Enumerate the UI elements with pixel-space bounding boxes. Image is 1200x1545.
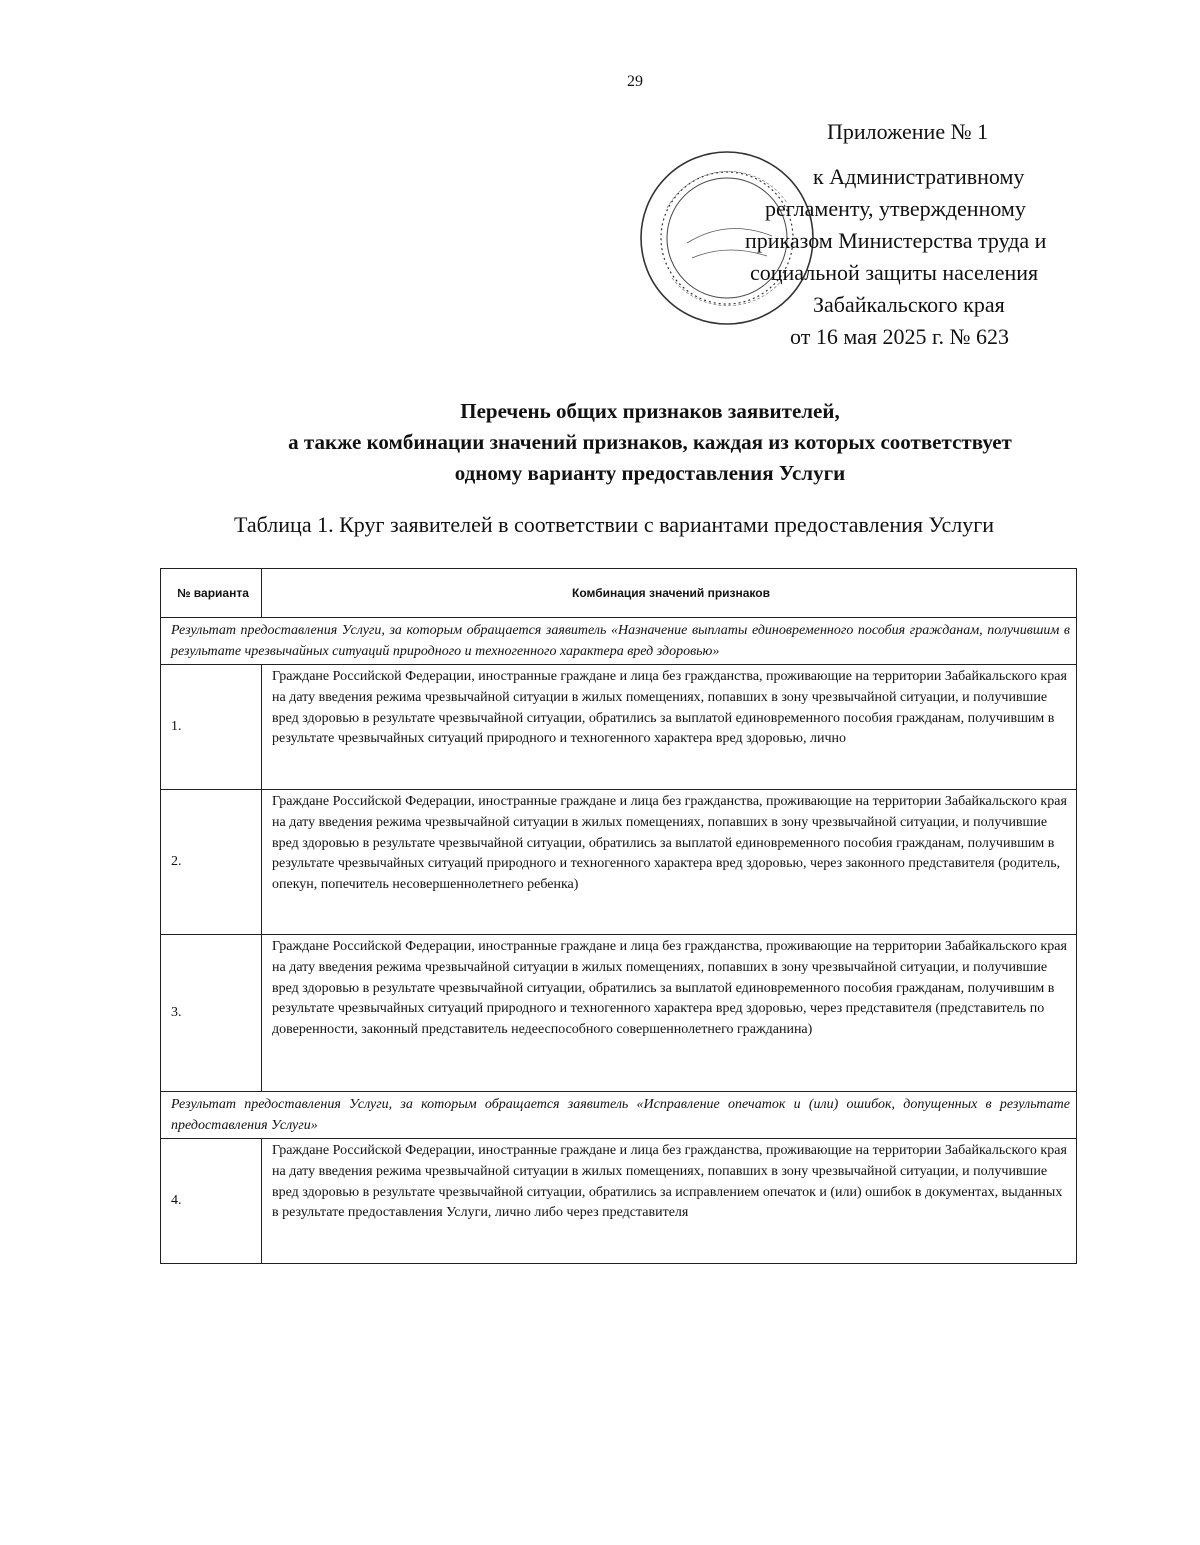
table-caption: Таблица 1. Круг заявителей в соответствии с вариантами предоставления Услуги — [234, 512, 994, 537]
table-row — [161, 790, 1077, 935]
variants-table — [160, 568, 1077, 1264]
variant-combination: Граждане Российской Федерации, иностранные граждане и лица без гражданства, проживающие на территории Забайкальского края на дату введения режима чрезвычайной ситуации в жилых помещениях, попавших в зону чрезвычайной ситуации, и получившие вред здоровью в результате чрезвычайной ситуации, обратились за выплатой единовременного пособия гражданам, получившим в результате чрезвычайных ситуаций природного и техногенного характера вред здоровью, через законного представителя (родитель, опекун, попечитель несовершеннолетнего ребенка) — [262, 790, 1077, 935]
appendix-line: социальной защиты населения — [750, 260, 1039, 285]
variant-combination: Граждане Российской Федерации, иностранные граждане и лица без гражданства, проживающие на территории Забайкальского края на дату введения режима чрезвычайной ситуации в жилых помещениях, попавших в зону чрезвычайной ситуации, и получившие вред здоровью в результате чрезвычайной ситуации, обратились за исправлением опечаток и (или) ошибок в документах, выданных в результате предоставления Услуги, лично либо через представителя — [262, 1139, 1077, 1264]
header-combination: Комбинация значений признаков — [262, 569, 1077, 618]
table-row — [161, 1139, 1077, 1264]
table-header-row — [161, 569, 1077, 618]
document-title — [150, 396, 1150, 489]
page-number: 29 — [627, 73, 643, 90]
table-row — [161, 935, 1077, 1092]
appendix-line: Приложение № 1 — [827, 119, 989, 144]
appendix-line: от 16 мая 2025 г. № 623 — [790, 324, 1010, 349]
variant-number: 3. — [161, 935, 262, 1092]
variant-combination: Граждане Российской Федерации, иностранные граждане и лица без гражданства, проживающие на территории Забайкальского края на дату введения режима чрезвычайной ситуации в жилых помещениях, попавших в зону чрезвычайной ситуации, и получившие вред здоровью в результате чрезвычайной ситуации, обратились за выплатой единовременного пособия гражданам, получившим в результате чрезвычайных ситуаций природного и техногенного характера вред здоровью, лично — [262, 665, 1077, 790]
variant-number: 1. — [161, 665, 262, 790]
appendix-line: Забайкальского края — [813, 292, 1005, 317]
variant-number: 4. — [161, 1139, 262, 1264]
appendix-line: регламенту, утвержденному — [765, 196, 1026, 221]
appendix-line: приказом Министерства труда и — [745, 228, 1047, 253]
group-result-row — [161, 618, 1077, 665]
group-result-text: Результат предоставления Услуги, за которым обращается заявитель «Назначение выплаты единовременного пособия гражданам, получившим в результате чрезвычайных ситуаций природного и техногенного характера вред здоровью» — [161, 618, 1077, 665]
table-row — [161, 665, 1077, 790]
group-result-row — [161, 1092, 1077, 1139]
group-result-text: Результат предоставления Услуги, за которым обращается заявитель «Исправление опечаток и (или) ошибок, допущенных в результате предоставления Услуги» — [161, 1092, 1077, 1139]
variant-combination: Граждане Российской Федерации, иностранные граждане и лица без гражданства, проживающие на территории Забайкальского края на дату введения режима чрезвычайной ситуации в жилых помещениях, попавших в зону чрезвычайной ситуации, и получившие вред здоровью в результате чрезвычайной ситуации, обратились за выплатой единовременного пособия гражданам, получившим в результате чрезвычайных ситуаций природного и техногенного характера вред здоровью, через представителя (представитель по доверенности, законный представитель недееспособного совершеннолетнего гражданина) — [262, 935, 1077, 1092]
title-line: Перечень общих признаков заявителей, — [460, 399, 840, 423]
appendix-reference — [745, 116, 1095, 353]
title-line: одному варианту предоставления Услуги — [454, 461, 846, 485]
appendix-line: к Административному — [813, 164, 1025, 189]
title-line: а также комбинации значений признаков, каждая из которых соответствует — [288, 430, 1012, 454]
variant-number: 2. — [161, 790, 262, 935]
header-variant-number: № варианта — [161, 569, 262, 618]
